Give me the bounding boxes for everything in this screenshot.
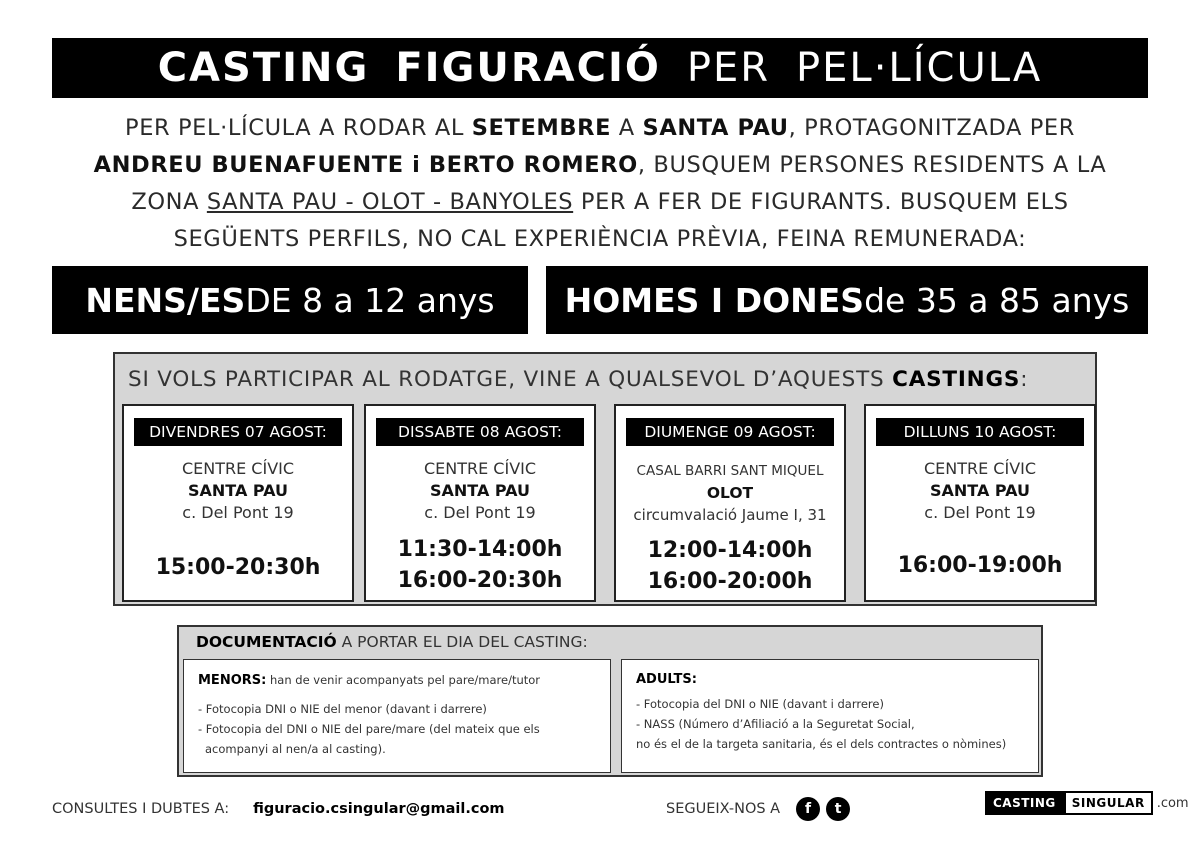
intro-line-4: SEGÜENTS PERFILS, NO CAL EXPERIÈNCIA PRÈVIA, FEINA REMUNERADA: [173,226,1027,252]
castings-heading: SI VOLS PARTICIPAR AL RODATGE, VINE A QUALSEVOL D’AQUESTS CASTINGS: [128,367,1029,392]
documentation-panel [177,625,1043,777]
title-per: PER [686,45,771,91]
title-casting: CASTING [157,45,370,91]
minors-requirements: MENORS: han de venir acompanyats pel pare/mare/tutor - Fotocopia DNI o NIE del menor (davant i darrere) - Fotocopia del DNI o NIE del pare/mare (del mateix que els acompanyi al nen/a al casting). [183,659,611,773]
title-banner [52,38,1148,98]
social-links [666,796,850,822]
casting-times: 11:30-14:00h 16:00-20:30h [397,537,563,593]
title-pellicula: PEL·LÍCULA [796,45,1043,91]
intro-text [60,110,1140,258]
casting-times: 12:00-14:00h 16:00-20:00h [647,538,813,594]
intro-line-1: PER PEL·LÍCULA A RODAR AL SETEMBRE A SANTA PAU, PROTAGONITZADA PER [125,115,1075,141]
facebook-icon[interactable]: f [796,797,820,821]
documentation-heading: DOCUMENTACIÓ A PORTAR EL DIA DEL CASTING: [196,633,588,651]
twitter-icon[interactable]: t [826,797,850,821]
casting-singular-logo: CASTING SINGULAR .com [985,788,1189,818]
profile-adults: HOMES I DONES de 35 a 85 anys [546,266,1148,334]
adults-requirements: ADULTS: - Fotocopia del DNI o NIE (davant i darrere) - NASS (Número d’Afiliació a la Seguretat Social, no és el de la targeta sanitaria, és el dels contractes o nòmines) [621,659,1039,773]
venue-info: CENTRE CÍVIC SANTA PAU c. Del Pont 19 [181,459,295,522]
title-figuracio: FIGURACIÓ [395,45,661,91]
casting-day-card [864,404,1096,602]
day-label: DISSABTE 08 AGOST: [376,418,584,446]
contact-label: CONSULTES I DUBTES A: [52,801,230,817]
venue-info: CENTRE CÍVIC SANTA PAU c. Del Pont 19 [923,459,1037,522]
casting-day-card [122,404,354,602]
casting-day-card [364,404,596,602]
venue-info: CENTRE CÍVIC SANTA PAU c. Del Pont 19 [423,459,537,522]
contact-info [52,796,505,822]
day-label: DIUMENGE 09 AGOST: [626,418,834,446]
castings-panel [113,352,1097,606]
profile-children: NENS/ES DE 8 a 12 anys [52,266,528,334]
casting-times: 16:00-19:00h [897,553,1063,578]
intro-line-2: ANDREU BUENAFUENTE i BERTO ROMERO, BUSQUEM PERSONES RESIDENTS A LA [93,152,1107,178]
intro-line-3: ZONA SANTA PAU - OLOT - BANYOLES PER A FER DE FIGURANTS. BUSQUEM ELS [131,189,1069,215]
follow-label: SEGUEIX-NOS A [666,801,781,817]
day-label: DIVENDRES 07 AGOST: [134,418,342,446]
casting-times: 15:00-20:30h [155,555,321,580]
day-label: DILLUNS 10 AGOST: [876,418,1084,446]
venue-info: CASAL BARRI SANT MIQUEL OLOT circumvalació Jaume I, 31 [633,463,827,524]
casting-day-card [614,404,846,602]
contact-email[interactable]: figuracio.csingular@gmail.com [253,801,505,817]
